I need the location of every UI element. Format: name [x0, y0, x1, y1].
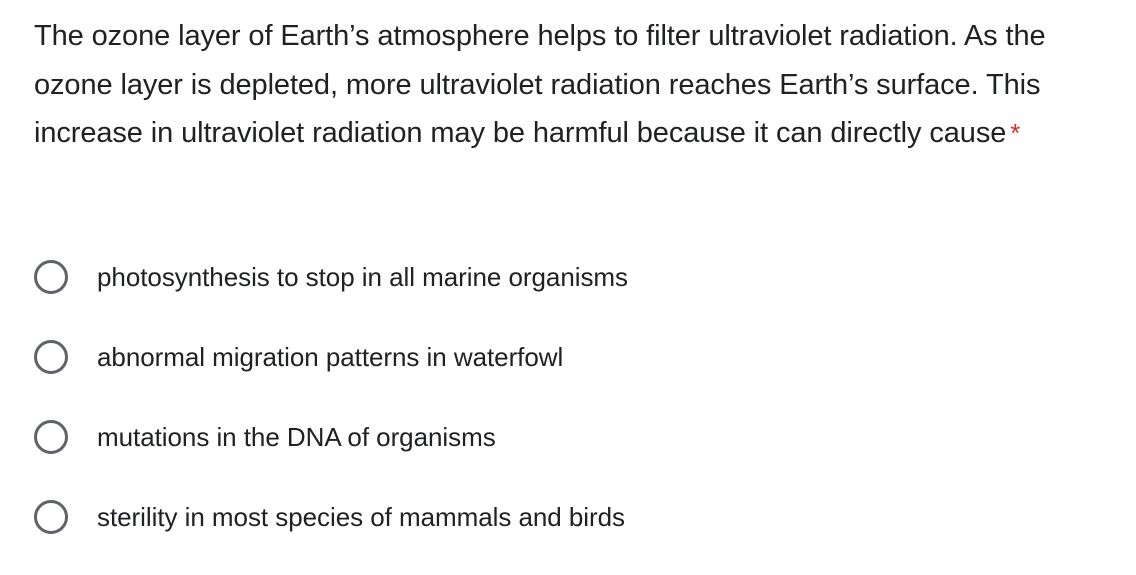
question-title [34, 12, 1130, 158]
radio-button[interactable] [34, 500, 68, 534]
option-label: photosynthesis to stop in all marine organisms [97, 262, 628, 292]
option-label: mutations in the DNA of organisms [97, 422, 496, 452]
answer-options [34, 255, 1034, 575]
option-label: sterility in most species of mammals and birds [97, 502, 625, 532]
required-asterisk: * [1010, 118, 1021, 148]
radio-button[interactable] [34, 420, 68, 454]
option-migration[interactable] [34, 335, 1034, 379]
option-label: abnormal migration patterns in waterfowl [97, 342, 564, 372]
option-sterility[interactable] [34, 495, 1034, 539]
question-text: The ozone layer of Earth’s atmosphere helps to filter ultraviolet radiation. As the ozone layer is depleted, more ultraviolet radiation reaches Earth’s surface. This increase in ultraviolet radiation may be harmful because it can directly cause [34, 20, 1046, 149]
radio-button[interactable] [34, 260, 68, 294]
option-mutations[interactable] [34, 415, 1034, 459]
radio-button[interactable] [34, 340, 68, 374]
option-photosynthesis[interactable] [34, 255, 1034, 299]
